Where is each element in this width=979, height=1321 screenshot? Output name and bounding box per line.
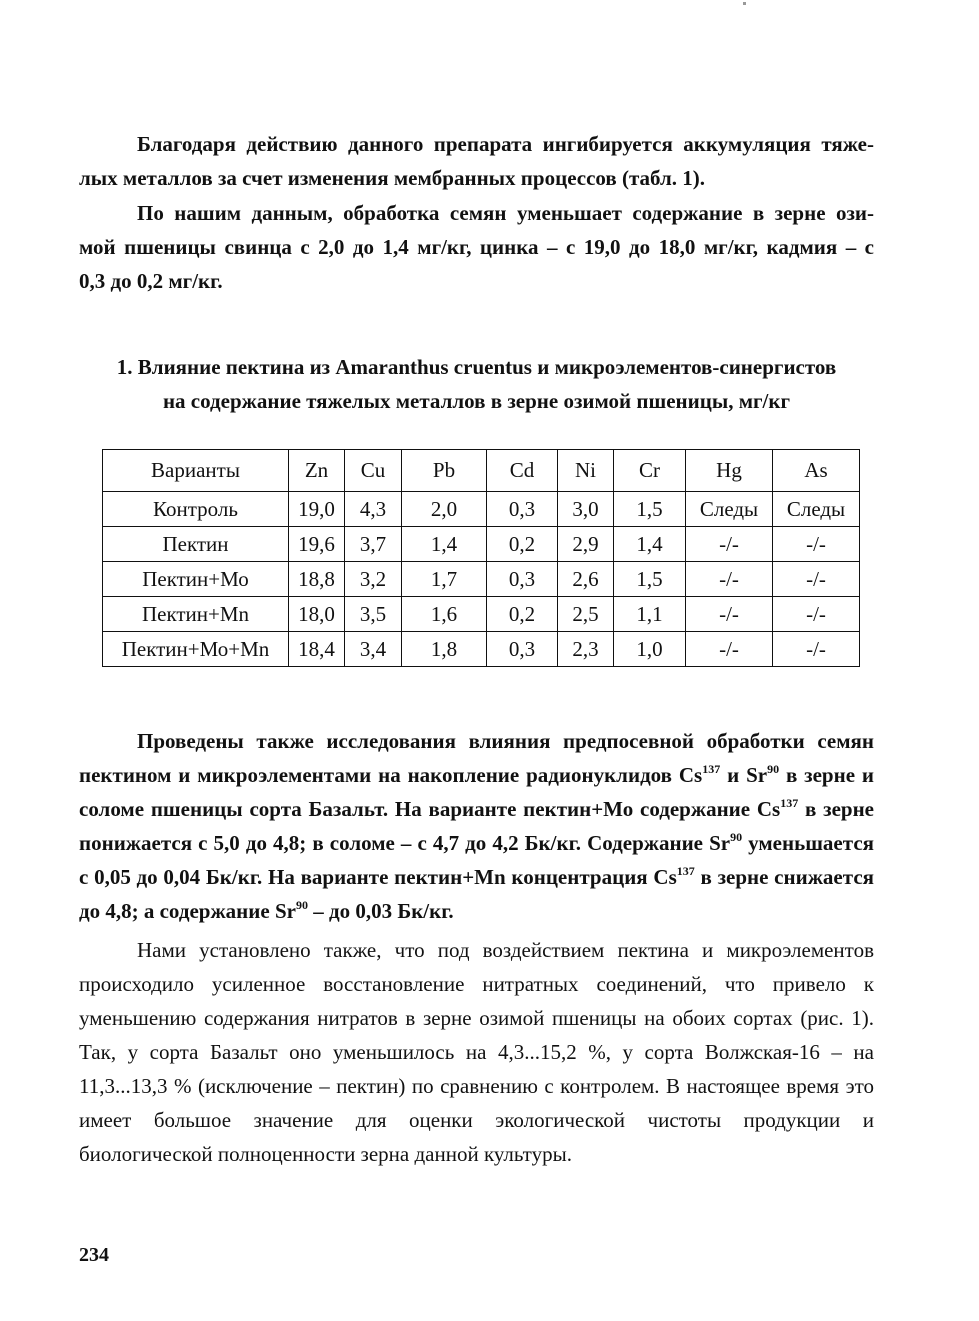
- table-header-cell: Cu: [345, 450, 402, 492]
- table-row: [103, 492, 860, 527]
- table-caption-line-2: на содержание тяжелых металлов в зерне озимой пшеницы, мг/кг: [162, 389, 791, 413]
- table-cell: 2,6: [558, 562, 614, 597]
- table-cell: 1,6: [402, 597, 487, 632]
- table-cell: 19,0: [289, 492, 345, 527]
- paragraph-radionuclides-text: в зерне снижается до 4,8; а содержание Sr: [79, 865, 874, 923]
- table-cell: 1,0: [614, 632, 686, 667]
- isotope-superscript: 90: [730, 830, 743, 844]
- table-row: [103, 632, 860, 667]
- table-cell: -/-: [773, 632, 860, 667]
- paragraph-nitrates: Нами установлено также, что под воздействием пектина и микроэлементов происходило усиленное восстановление нитратных соединений, что привело к уменьшению содержания нитратов в зерне озимой пшеницы на обоих сортах (рис. 1). Так, у сорта Базальт оно уменьшилось на 4,3...15,2 %, у сорта Волжская-16 – на 11,3...13,3 % (исключение – пектин) по сравнению с контролем. В настоящее время это имеет большое значение для оценки экологической чистоты продукции и биологической полноценности зерна данной культуры.: [79, 938, 874, 1166]
- table-cell: 2,5: [558, 597, 614, 632]
- table-cell: 18,0: [289, 597, 345, 632]
- table-row: [103, 527, 860, 562]
- table-cell: Пектин+Mn: [103, 597, 289, 632]
- paragraph-results-line-1: По нашим данным, обработка семян уменьшает содержание в зерне ози-: [137, 201, 874, 225]
- paragraph-results-line-2: мой пшеницы свинца с 2,0 до 1,4 мг/кг, цинка – с 19,0 до 18,0 мг/кг, кадмия – с: [79, 235, 874, 259]
- table-cell: 0,2: [487, 597, 558, 632]
- table-cell: 18,4: [289, 632, 345, 667]
- table-cell: 1,7: [402, 562, 487, 597]
- table-header-cell: Pb: [402, 450, 487, 492]
- table-cell: Пектин: [103, 527, 289, 562]
- paragraph-radionuclides-text: уменьшается с 0,05 до 0,04 Бк/кг. На варианте пектин+Mn концентрация Cs: [79, 831, 875, 889]
- table-cell: -/-: [773, 527, 860, 562]
- table-cell: 1,5: [614, 562, 686, 597]
- table-cell: 0,3: [487, 562, 558, 597]
- table-cell: 3,7: [345, 527, 402, 562]
- table-cell: Следы: [686, 492, 773, 527]
- isotope-superscript: 90: [295, 898, 308, 912]
- table-cell: 3,4: [345, 632, 402, 667]
- paragraph-results-line-3: 0,3 до 0,2 мг/кг.: [79, 269, 223, 293]
- table-cell: 0,3: [487, 492, 558, 527]
- table-cell: Пектин+Мо: [103, 562, 289, 597]
- paragraph-radionuclides: [79, 724, 874, 928]
- table-cell: 0,3: [487, 632, 558, 667]
- table-cell: 2,0: [402, 492, 487, 527]
- table-cell: 1,5: [614, 492, 686, 527]
- isotope-superscript: 90: [767, 762, 780, 776]
- table-cell: -/-: [686, 562, 773, 597]
- table-cell: 19,6: [289, 527, 345, 562]
- table-cell: 3,2: [345, 562, 402, 597]
- table-cell: -/-: [686, 527, 773, 562]
- table-row: [103, 562, 860, 597]
- paragraph-radionuclides-text: и Sr: [720, 763, 768, 787]
- table-cell: 2,9: [558, 527, 614, 562]
- table-cell: Следы: [773, 492, 860, 527]
- isotope-superscript: 137: [780, 796, 799, 810]
- table-header-cell: As: [773, 450, 860, 492]
- table-cell: Контроль: [103, 492, 289, 527]
- table-header-cell: Варианты: [103, 450, 289, 492]
- table-cell: 1,1: [614, 597, 686, 632]
- isotope-superscript: 137: [676, 864, 695, 878]
- table-cell: -/-: [773, 597, 860, 632]
- table-header-row: [103, 450, 860, 492]
- table-row: [103, 597, 860, 632]
- page-number: 234: [79, 1244, 109, 1266]
- table-caption: [79, 350, 874, 418]
- table-caption-line-1: 1. Влияние пектина из Amaranthus cruentus и микроэлементов-синергистов: [116, 355, 837, 379]
- table-cell: 0,2: [487, 527, 558, 562]
- heavy-metals-table: [102, 449, 860, 667]
- table-cell: 1,4: [614, 527, 686, 562]
- paragraph-intro-line-2: лых металлов за счет изменения мембранных процессов (табл. 1).: [79, 166, 706, 190]
- table-cell: Пектин+Мо+Mn: [103, 632, 289, 667]
- table-cell: 4,3: [345, 492, 402, 527]
- table-cell: -/-: [773, 562, 860, 597]
- table-header-cell: Ni: [558, 450, 614, 492]
- table-cell: 3,0: [558, 492, 614, 527]
- paragraph-radionuclides-text: в зерне понижается с 5,0 до 4,8; в соломе – с 4,7 до 4,2 Бк/кг. Содержание Sr: [79, 797, 874, 855]
- table-header-cell: Hg: [686, 450, 773, 492]
- paragraph-radionuclides-text: – до 0,03 Бк/кг.: [307, 899, 454, 923]
- paragraph-intro-line-1: Благодаря действию данного препарата ингибируется аккумуляция тяже-: [137, 132, 874, 156]
- table-cell: 18,8: [289, 562, 345, 597]
- table-cell: 3,5: [345, 597, 402, 632]
- table-cell: 1,8: [402, 632, 487, 667]
- table-header-cell: Cd: [487, 450, 558, 492]
- table-cell: -/-: [686, 597, 773, 632]
- table-header-cell: Zn: [289, 450, 345, 492]
- table-header-cell: Cr: [614, 450, 686, 492]
- table-cell: -/-: [686, 632, 773, 667]
- paragraph-intro: [79, 127, 874, 195]
- isotope-superscript: 137: [702, 762, 721, 776]
- scan-speck: [743, 2, 746, 5]
- table-cell: 2,3: [558, 632, 614, 667]
- paragraph-radionuclides-text: в зерне и соломе пшеницы сорта Базальт. На варианте пектин+Мо содержание Cs: [79, 763, 874, 821]
- paragraph-radionuclides-text: Проведены также исследования влияния предпосевной обработки семян пектином и микроэлементами на накопление радионуклидов Cs: [79, 729, 874, 787]
- table-cell: 1,4: [402, 527, 487, 562]
- paragraph-results: [79, 196, 874, 298]
